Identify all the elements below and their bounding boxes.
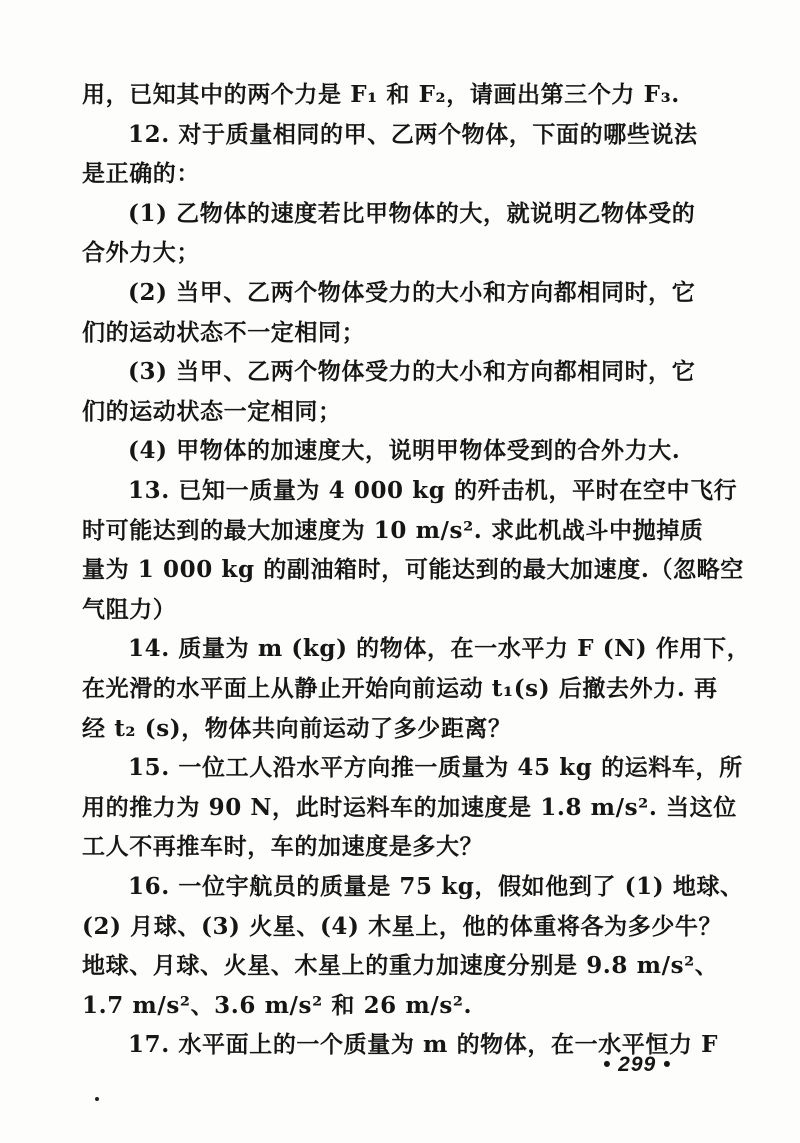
- text-line: 地球、月球、火星、木星上的重力加速度分别是 9.8 m/s²、: [82, 952, 719, 980]
- text-line: 工人不再推车时，车的加速度是多大？: [82, 833, 484, 861]
- text-line: 1.7 m/s²、3.6 m/s² 和 26 m/s².: [82, 991, 473, 1019]
- text-line: 用，已知其中的两个力是 F₁ 和 F₂，请画出第三个力 F₃.: [82, 81, 680, 108]
- text-line: 们的运动状态不一定相同；: [82, 318, 366, 346]
- problem-13-line: 13. 已知一质量为 4 000 kg 的歼击机，平时在空中飞行: [128, 477, 738, 504]
- page-number: • 299 •: [603, 1053, 672, 1076]
- problem-15-line: 15. 一位工人沿水平方向推一质量为 45 kg 的运料车，所: [128, 754, 743, 782]
- text-line: 时可能达到的最大加速度为 10 m/s². 求此机战斗中抛掉质: [82, 516, 704, 544]
- text-line: 是正确的：: [82, 160, 200, 188]
- text-line: (2) 月球、(3) 火星、(4) 木星上，他的体重将各为多少牛？: [82, 912, 723, 940]
- text-line: 在光滑的水平面上从静止开始向前运动 t₁(s) 后撤去外力. 再: [82, 675, 718, 702]
- option-3-line: (3) 当甲、乙两个物体受力的大小和方向都相同时，它: [128, 358, 696, 386]
- text-line: 经 t₂ (s)，物体共向前运动了多少距离？: [82, 714, 512, 742]
- problem-12-line: 12. 对于质量相同的甲、乙两个物体，下面的哪些说法: [128, 120, 698, 148]
- scan-speck: [95, 1097, 99, 1101]
- text-line: 气阻力）: [82, 595, 177, 623]
- option-1-line: (1) 乙物体的速度若比甲物体的大，就说明乙物体受的: [128, 199, 696, 227]
- option-4-line: (4) 甲物体的加速度大，说明甲物体受到的合外力大.: [128, 437, 681, 465]
- problem-14-line: 14. 质量为 m (kg) 的物体，在一水平力 F (N) 作用下，: [128, 635, 751, 663]
- text-line: 合外力大；: [82, 239, 200, 267]
- text-line: 用的推力为 90 N，此时运料车的加速度是 1.8 m/s². 当这位: [82, 793, 737, 821]
- option-2-line: (2) 当甲、乙两个物体受力的大小和方向都相同时，它: [128, 279, 696, 306]
- problem-17-line: 17. 水平面上的一个质量为 m 的物体，在一水平恒力 F: [128, 1031, 719, 1059]
- text-line: 量为 1 000 kg 的副油箱时，可能达到的最大加速度.（忽略空: [82, 556, 744, 584]
- problem-16-line: 16. 一位宇航员的质量是 75 kg，假如他到了 (1) 地球、: [128, 873, 744, 900]
- text-line: 们的运动状态一定相同；: [82, 397, 342, 425]
